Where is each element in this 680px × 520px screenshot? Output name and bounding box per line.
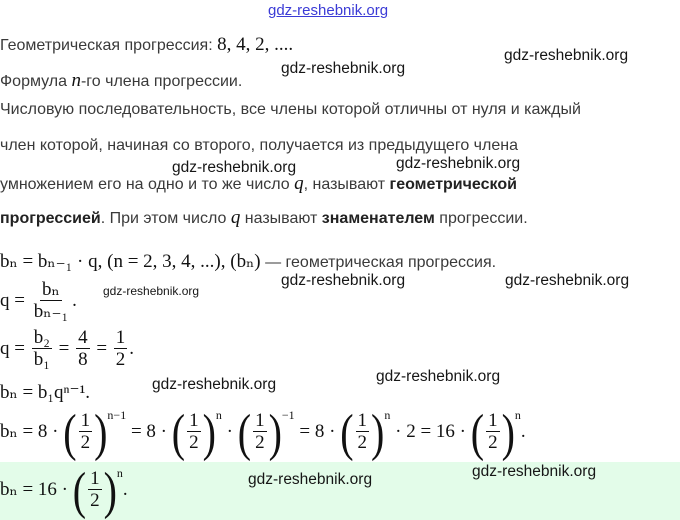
definition-line-3 <box>0 173 517 195</box>
denominator: 2 <box>255 432 265 454</box>
definition-text: называют <box>240 210 322 227</box>
fraction <box>32 328 52 371</box>
denominator: 2 <box>90 490 100 512</box>
formula-heading-prefix: Формула <box>0 73 72 90</box>
progression-terms: 8, 4, 2, .... <box>217 34 294 55</box>
definition-line-2: член которой, начиная со второго, получается из предыдущего члена <box>0 137 518 154</box>
exponent: n−1 <box>107 408 127 422</box>
numerator: 1 <box>255 410 265 432</box>
definition-text: прогрессии. <box>434 210 528 227</box>
watermark: gdz-reshebnik.org <box>505 272 630 289</box>
ratio-term: знаменателем <box>321 210 435 227</box>
half-fraction <box>187 411 201 454</box>
numerator: 1 <box>90 468 100 490</box>
progression-line <box>0 34 293 56</box>
watermark: gdz-reshebnik.org <box>281 272 406 289</box>
watermark: gdz-reshebnik.org <box>281 60 406 77</box>
period: . <box>520 421 526 442</box>
definition-text: . При этом число <box>100 210 231 227</box>
ratio-numerator: bₙ <box>42 279 60 300</box>
definition-term: геометрической <box>389 176 517 193</box>
numerator: 1 <box>115 327 126 348</box>
denominator: b₁ <box>33 348 50 370</box>
equals-sign: = <box>58 337 70 359</box>
definition-text: умножением его на одно и то же число <box>0 176 295 193</box>
formula-heading <box>0 70 242 92</box>
equals-sign: = <box>96 337 108 359</box>
calc-lhs: bₙ = 8 · <box>0 421 59 442</box>
formula-heading-suffix: -го члена прогрессии. <box>80 73 243 90</box>
watermark: gdz-reshebnik.org <box>504 47 629 64</box>
exponent: n <box>215 408 222 422</box>
definition-line-1: Числовую последовательность, все члены которой отличны от нуля и каждый <box>0 101 581 118</box>
right-paren: ) <box>371 402 385 462</box>
period: . <box>122 479 128 500</box>
watermark: gdz-reshebnik.org <box>152 376 277 393</box>
denominator: 2 <box>357 432 368 454</box>
half-fraction <box>253 411 267 454</box>
numerator: 1 <box>80 410 91 432</box>
exponent: −1 <box>281 408 295 422</box>
ratio-denominator: bₙ₋₁ <box>33 300 69 322</box>
answer-formula <box>0 460 128 520</box>
ratio-fraction <box>32 280 70 323</box>
definition-q: q <box>294 173 304 194</box>
formula-heading-n: n <box>71 70 81 91</box>
ratio-calculation <box>0 328 134 371</box>
definition-term: прогрессией <box>0 210 101 227</box>
nth-term-formula: bₙ = b₁qⁿ⁻¹. <box>0 382 91 403</box>
fraction <box>114 328 128 371</box>
fraction <box>76 328 90 371</box>
exponent: n <box>384 408 391 422</box>
right-paren: ) <box>103 460 117 520</box>
left-paren: ( <box>470 402 485 462</box>
right-paren: ) <box>501 402 515 462</box>
dot-operator: · <box>226 421 233 442</box>
denominator: 2 <box>115 348 126 370</box>
left-paren: ( <box>72 460 87 520</box>
denominator: 2 <box>80 432 91 454</box>
ratio-formula <box>0 280 77 323</box>
denominator: 8 <box>78 348 88 370</box>
recurrence-math: bₙ = bₙ₋₁ · q, (n = 2, 3, 4, ...), (bₙ) <box>0 251 261 272</box>
definition-text: , называют <box>303 176 390 193</box>
watermark: gdz-reshebnik.org <box>376 368 501 385</box>
numerator: 4 <box>78 327 88 348</box>
definition-q: q <box>230 207 241 228</box>
right-paren: ) <box>268 402 282 462</box>
watermark: gdz-reshebnik.org <box>103 284 200 298</box>
left-paren: ( <box>171 402 186 462</box>
ratio-calc-lhs: q = <box>0 337 25 359</box>
denominator: 2 <box>488 432 498 454</box>
answer-lhs: bₙ = 16 · <box>0 479 69 500</box>
numerator: b₂ <box>33 327 50 348</box>
half-fraction <box>356 411 370 454</box>
half-fraction <box>88 469 102 512</box>
calc-step: = 8 · <box>299 421 336 442</box>
right-paren: ) <box>94 402 108 462</box>
calc-step: · 2 = 16 · <box>395 421 466 442</box>
exponent: n <box>116 466 123 480</box>
progression-label: Геометрическая прогрессия: <box>0 37 218 54</box>
left-paren: ( <box>63 402 77 462</box>
watermark: gdz-reshebnik.org <box>472 463 597 480</box>
right-paren: ) <box>202 402 216 462</box>
ratio-lhs: q = <box>0 289 25 311</box>
ratio-end: . <box>72 289 77 311</box>
watermark: gdz-reshebnik.org <box>248 471 373 488</box>
denominator: 2 <box>189 432 199 454</box>
half-fraction <box>486 411 500 454</box>
numerator: 1 <box>488 410 498 432</box>
left-paren: ( <box>340 402 354 462</box>
calc-step: = 8 · <box>130 421 167 442</box>
recurrence-formula <box>0 250 496 273</box>
numerator: 1 <box>357 410 368 432</box>
left-paren: ( <box>237 402 252 462</box>
watermark: gdz-reshebnik.org <box>396 155 521 172</box>
watermark: gdz-reshebnik.org <box>172 159 297 176</box>
exponent: n <box>514 408 521 422</box>
period: . <box>129 337 135 359</box>
half-fraction <box>79 411 93 454</box>
nth-term-calculation <box>0 402 526 462</box>
definition-line-4 <box>0 207 528 229</box>
recurrence-text: — геометрическая прогрессия. <box>260 254 497 271</box>
watermark-top-link[interactable]: gdz-reshebnik.org <box>268 2 389 19</box>
numerator: 1 <box>189 410 199 432</box>
